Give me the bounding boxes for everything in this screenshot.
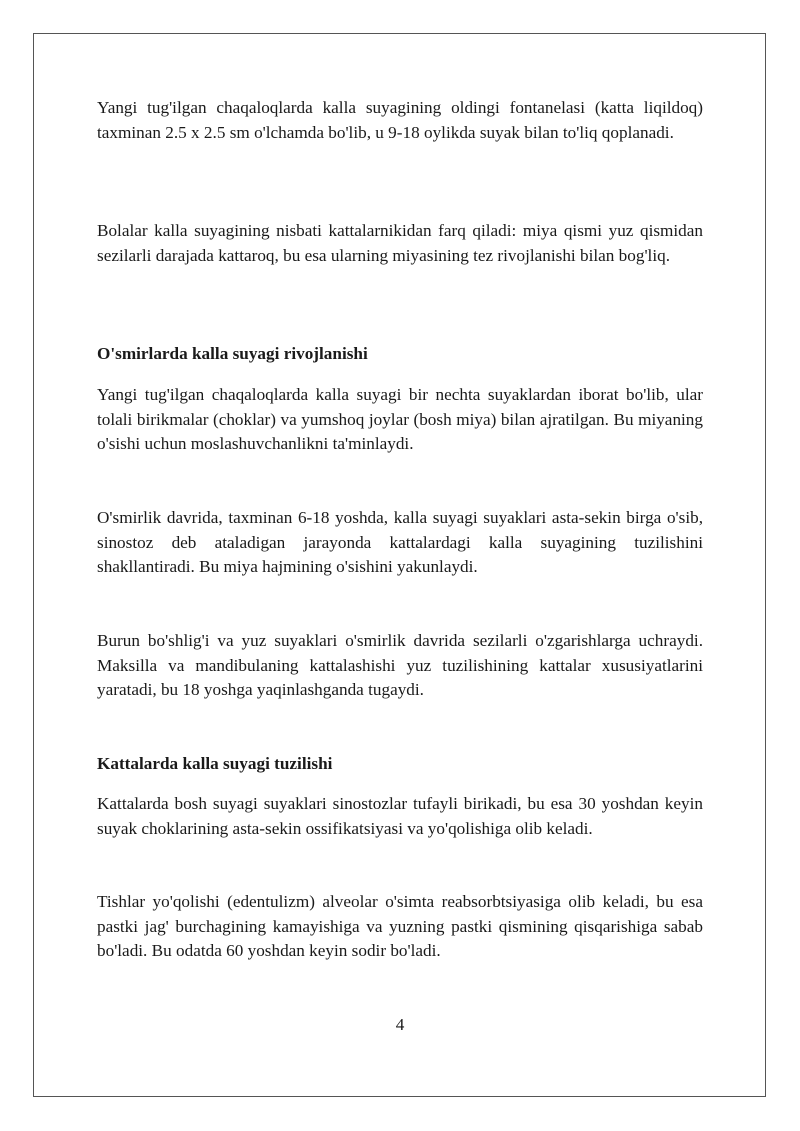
paragraph-synostosis: O'smirlik davrida, taxminan 6-18 yoshda, kalla suyagi suyaklari asta-sekin birga o'sib, sinostoz deb ataladigan jarayonda kattalardagi kalla suyagining tuzilishini shakllantiradi. Bu miya hajmining o'sishini yakunlaydi.: [97, 508, 703, 576]
paragraph-fontanelle: Yangi tug'ilgan chaqaloqlarda kalla suyagining oldingi fontanelasi (katta liqildoq) taxminan 2.5 x 2.5 sm o'lchamda bo'lib, u 9-18 oylikda suyak bilan to'liq qoplanadi.: [97, 98, 703, 142]
paragraph-facial-bones: Burun bo'shlig'i va yuz suyaklari o'smirlik davrida sezilarli o'zgarishlarga uchraydi. Maksilla va mandibulaning kattalashishi yuz tuzilishining kattalar xususiyatlarini yaratadi, bu 18 yoshga yaqinlashganda tugaydi.: [97, 631, 703, 699]
section-heading-adolescent-skull: O'smirlarda kalla suyagi rivojlanishi: [97, 344, 368, 363]
section-heading-adult-skull: Kattalarda kalla suyagi tuzilishi: [97, 754, 333, 773]
paragraph-edentulism: Tishlar yo'qolishi (edentulizm) alveolar o'simta reabsorbtsiyasiga olib keladi, bu esa pastki jag' burchagining kamayishiga va yuzning pastki qismining qisqarishiga sabab bo'ladi. Bu odatda 60 yoshdan keyin sodir bo'ladi.: [97, 892, 703, 960]
paragraph-newborn-sutures: Yangi tug'ilgan chaqaloqlarda kalla suyagi bir nechta suyaklardan iborat bo'lib, ular tolali birikmalar (choklar) va yumshoq joylar (bosh miya) bilan ajratilgan. Bu miyaning o'sishi uchun moslashuvchanlikni ta'minlaydi.: [97, 385, 703, 453]
page-number: 4: [395, 1015, 405, 1034]
paragraph-skull-proportions: Bolalar kalla suyagining nisbati kattalarnikidan farq qiladi: miya qismi yuz qismidan sezilarli darajada kattaroq, bu esa ularning miyasining tez rivojlanishi bilan bog'liq.: [97, 221, 703, 265]
paragraph-adult-sutures: Kattalarda bosh suyagi suyaklari sinostozlar tufayli birikadi, bu esa 30 yoshdan keyin suyak choklarining asta-sekin ossifikatsiyasi va yo'qolishiga olib keladi.: [97, 794, 703, 838]
